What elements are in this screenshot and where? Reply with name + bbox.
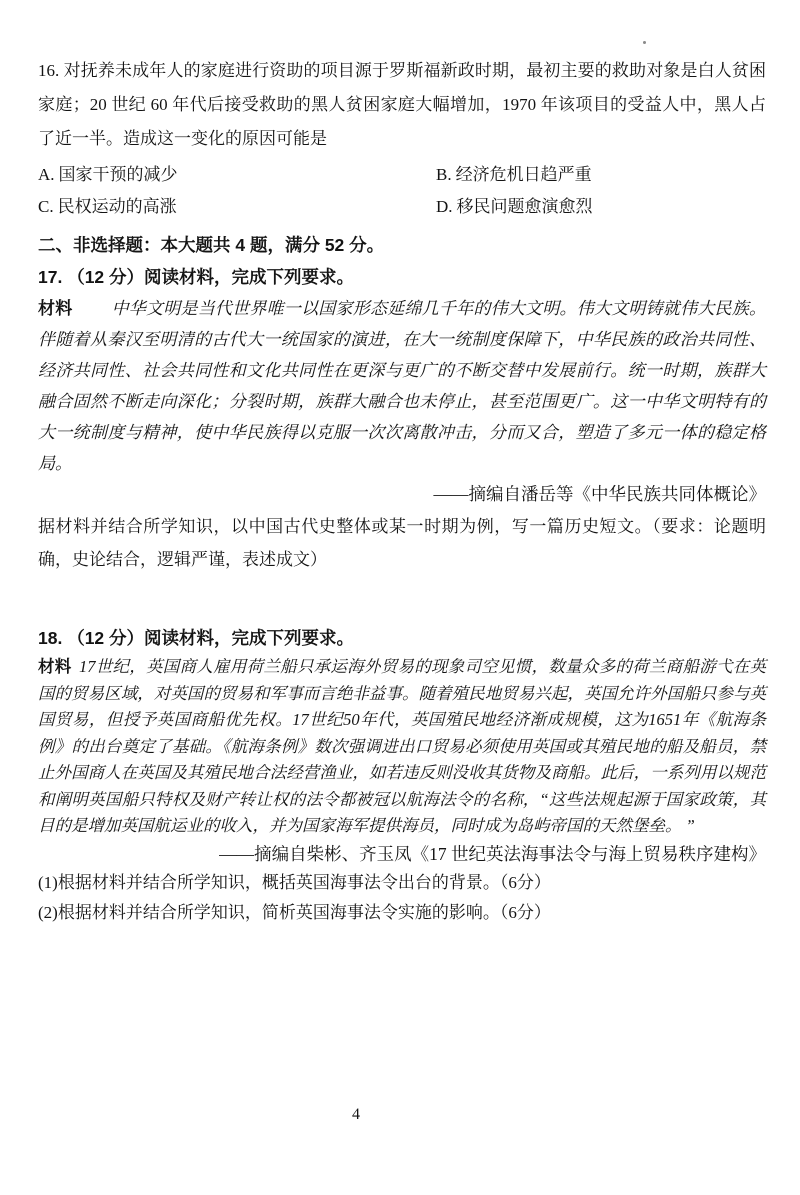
- question-17: [38, 261, 766, 576]
- option-d: [436, 191, 766, 223]
- question-17-task: 据材料并结合所学知识，以中国古代史整体或某一时期为例，写一篇历史短文。（要求：论题明确，史论结合，逻辑严谨，表述成文）: [38, 517, 766, 569]
- scan-speck-dot: [643, 41, 646, 44]
- question-16-options: [38, 159, 766, 223]
- question-17-material-label: 材料: [38, 299, 73, 318]
- question-18-material-text: 17世纪，英国商人雇用荷兰船只承运海外贸易的现象司空见惯，数量众多的荷兰商船游弋在英国的贸易区域，对英国的贸易和军事而言绝非益事。随着殖民地贸易兴起，英国允许外国船只参与英国贸易，但授予英国商船优先权。17世纪50年代，英国殖民地经济渐成规模，这为1651年《航海条例》的出台奠定了基础。《航海条例》数次强调进出口贸易必须使用英国或其殖民地的船及船员，禁止外国商人在英国及其殖民地合法经营渔业，如若违反则没收其货物及商船。此后，一系列用以规范和阐明英国船只特权及财产转让权的法令都被冠以航海法令的名称，“这些法规起源于国家政策，其目的是增加英国航运业的收入，并为国家海军提供海员，同时成为岛屿帝国的天然堡垒。 ”: [38, 657, 767, 835]
- section-two-header: 二、非选择题：本大题共 4 题，满分 52 分。: [38, 235, 385, 255]
- question-18-material-label: 材料: [38, 658, 72, 676]
- option-c-label: C.: [38, 197, 54, 216]
- option-c-text: 民权运动的高涨: [57, 197, 177, 216]
- option-d-text: 移民问题愈演愈烈: [456, 197, 593, 216]
- option-a: [38, 159, 436, 191]
- question-17-material-text: 中华文明是当代世界唯一以国家形态延绵几千年的伟大文明。伟大文明铸就伟大民族。伴随着从秦汉至明清的古代大一统国家的演进，在大一统制度保障下，中华民族的政治共同性、经济共同性、社会共同性和文化共同性在更深与更广的不断交替中发展前行。统一时期，族群大融合固然不断走向深化；分裂时期，族群大融合也未停止，甚至范围更广。这一中华文明特有的大一统制度与精神，使中华民族得以克服一次次离散冲击，分而又合，塑造了多元一体的稳定格局。: [38, 299, 767, 473]
- page-number: 4: [352, 1106, 360, 1123]
- question-18-header: 18. （12 分）阅读材料，完成下列要求。: [38, 628, 355, 648]
- question-18-subquestion-2: (2)根据材料并结合所学知识，简析英国海事法令实施的影响。（6分）: [38, 902, 551, 922]
- option-b: [436, 159, 766, 191]
- question-17-material: [38, 293, 766, 479]
- question-18-attribution: ——摘编自柴彬、齐玉凤《17 世纪英法海事法令与海上贸易秩序建构》: [219, 843, 766, 864]
- question-18-subquestion-1: (1)根据材料并结合所学知识，概括英国海事法令出台的背景。（6分）: [38, 872, 551, 892]
- option-b-label: B.: [436, 165, 452, 184]
- option-d-label: D.: [436, 197, 453, 216]
- option-a-text: 国家干预的减少: [58, 165, 178, 184]
- option-c: [38, 191, 436, 223]
- question-16-stem: 16. 对抚养未成年人的家庭进行资助的项目源于罗斯福新政时期，最初主要的救助对象是白人贫困家庭；20 世纪 60 年代后接受救助的黑人贫困家庭大幅增加，1970 年该项目的受益人中，黑人占了近一半。造成这一变化的原因可能是: [38, 61, 766, 148]
- question-17-header: 17. （12 分）阅读材料，完成下列要求。: [38, 267, 355, 287]
- question-18: [38, 622, 766, 928]
- question-18-material: [38, 654, 766, 840]
- option-b-text: 经济危机日趋严重: [455, 165, 592, 184]
- question-17-attribution: ——摘编自潘岳等《中华民族共同体概论》: [433, 484, 766, 504]
- option-a-label: A.: [38, 165, 55, 184]
